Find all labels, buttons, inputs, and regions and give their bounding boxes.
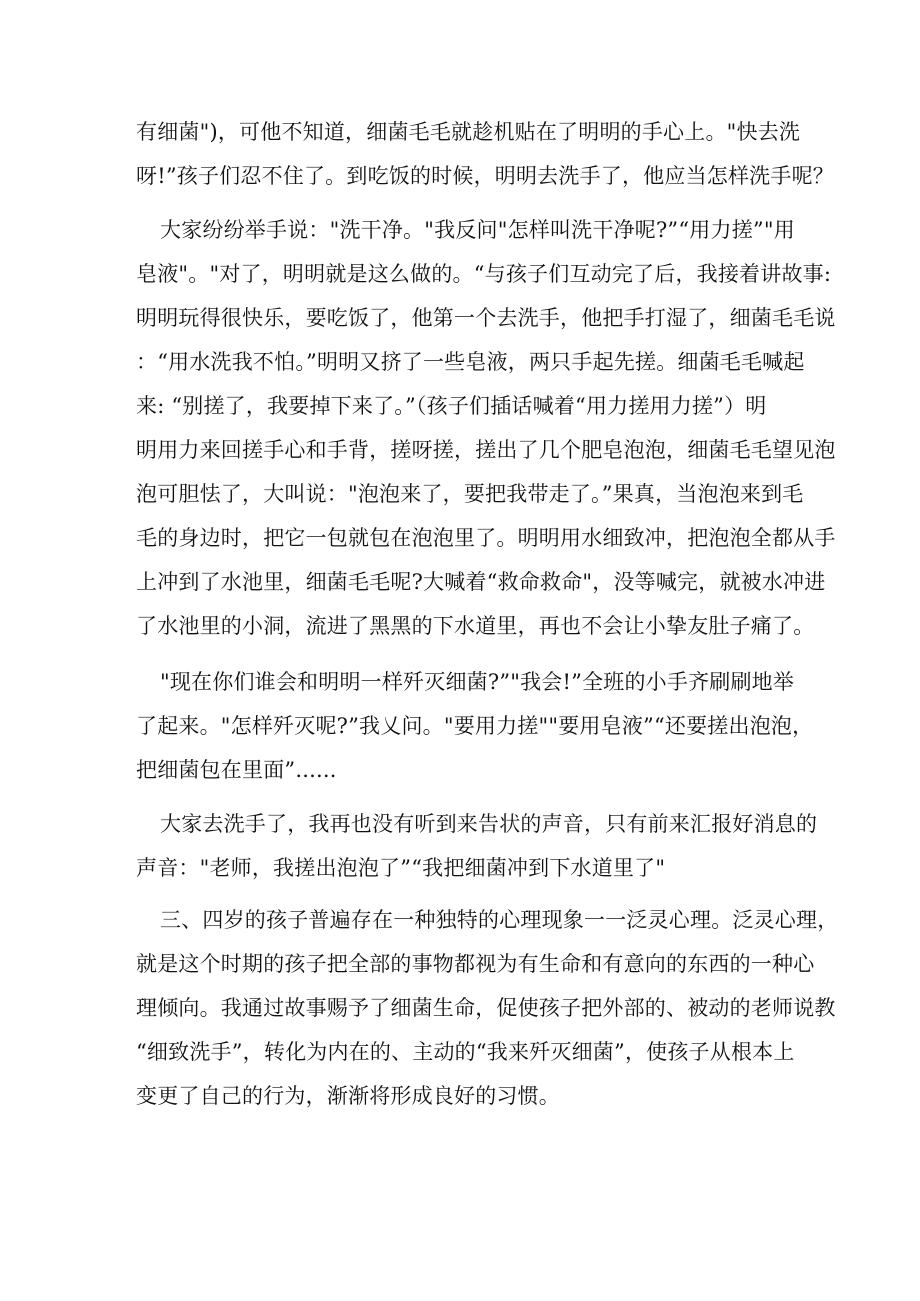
- text-line: 理倾向。我通过故事赐予了细菌生命，促使孩子把外部的、被动的老师说教: [136, 996, 836, 1020]
- text-line: 就是这个时期的孩子把全部的事物都视为有生命和有意向的东西的一种心: [136, 952, 815, 976]
- paragraph-5: [136, 898, 839, 1118]
- text-line: 泡可胆怯了，大叫说："泡泡来了，要把我带走了。”果真，当泡泡来到毛: [136, 482, 804, 506]
- text-line: 大家去洗手了，我再也没有听到来告状的声音，只有前来汇报好消息的: [160, 812, 818, 836]
- text-line: 明用力来回搓手心和手背，搓呀搓，搓出了几个肥皂泡泡，细菌毛毛望见泡: [136, 438, 836, 462]
- paragraph-2: [136, 208, 836, 648]
- text-line: "现在你们谁会和明明一样歼灭细菌?”"我会!”全班的小手齐刷刷地举: [160, 670, 795, 694]
- text-line: 三、四岁的孩子普遍存在一种独特的心理现象一一泛灵心理。泛灵心理，: [160, 908, 839, 932]
- text-line: 上冲到了水池里，细菌毛毛呢?大喊着“救命救命"，没等喊完，就被水冲进: [136, 570, 826, 594]
- text-line: ：“用水洗我不怕。”明明又挤了一些皂液，两只手起先搓。细菌毛毛喊起: [136, 350, 805, 374]
- text-line: 皂液"。"对了，明明就是这么做的。“与孩子们互动完了后，我接着讲故事:: [136, 262, 832, 286]
- text-line: 声音："老师，我搓出泡泡了”“我把细菌冲到下水道里了": [136, 856, 666, 880]
- text-line: 有细菌")，可他不知道，细菌毛毛就趁机贴在了明明的手心上。"快去洗: [136, 120, 801, 144]
- paragraph-1: [136, 110, 834, 198]
- text-line: 大家纷纷举手说："洗干净。"我反问"怎样叫洗干净呢?”“用力搓”"用: [160, 218, 795, 242]
- text-line: 了起来。"怎样歼灭呢?”我乂问。"要用力搓""要用皂液”“还要搓出泡泡，: [136, 714, 814, 738]
- text-line: 毛的身边时，把它一包就包在泡泡里了。明明用水细致冲，把泡泡全都从手: [136, 526, 836, 550]
- text-line: 来: “别搓了，我要掉下来了。”（孩子们插话喊着“用力搓用力搓”）明: [136, 394, 767, 418]
- text-line: 把细菌包在里面”......: [136, 758, 337, 782]
- text-line: 明明玩得很快乐，要吃饭了，他第一个去洗手，他把手打湿了，细菌毛毛说: [136, 306, 836, 330]
- text-line: 呀!”孩子们忍不住了。到吃饭的时候，明明去洗手了，他应当怎样洗手呢？: [136, 164, 834, 188]
- text-line: “细致洗手”，转化为内在的、主动的“我来歼灭细菌”，使孩子从根本上: [136, 1040, 795, 1064]
- text-line: 变更了自己的行为，渐渐将形成良好的习惯。: [136, 1084, 560, 1108]
- paragraph-3: [136, 660, 814, 792]
- paragraph-4: [136, 802, 818, 890]
- text-line: 了水池里的小洞，流进了黑黑的下水道里，再也不会让小挚友肚子痛了。: [136, 614, 815, 638]
